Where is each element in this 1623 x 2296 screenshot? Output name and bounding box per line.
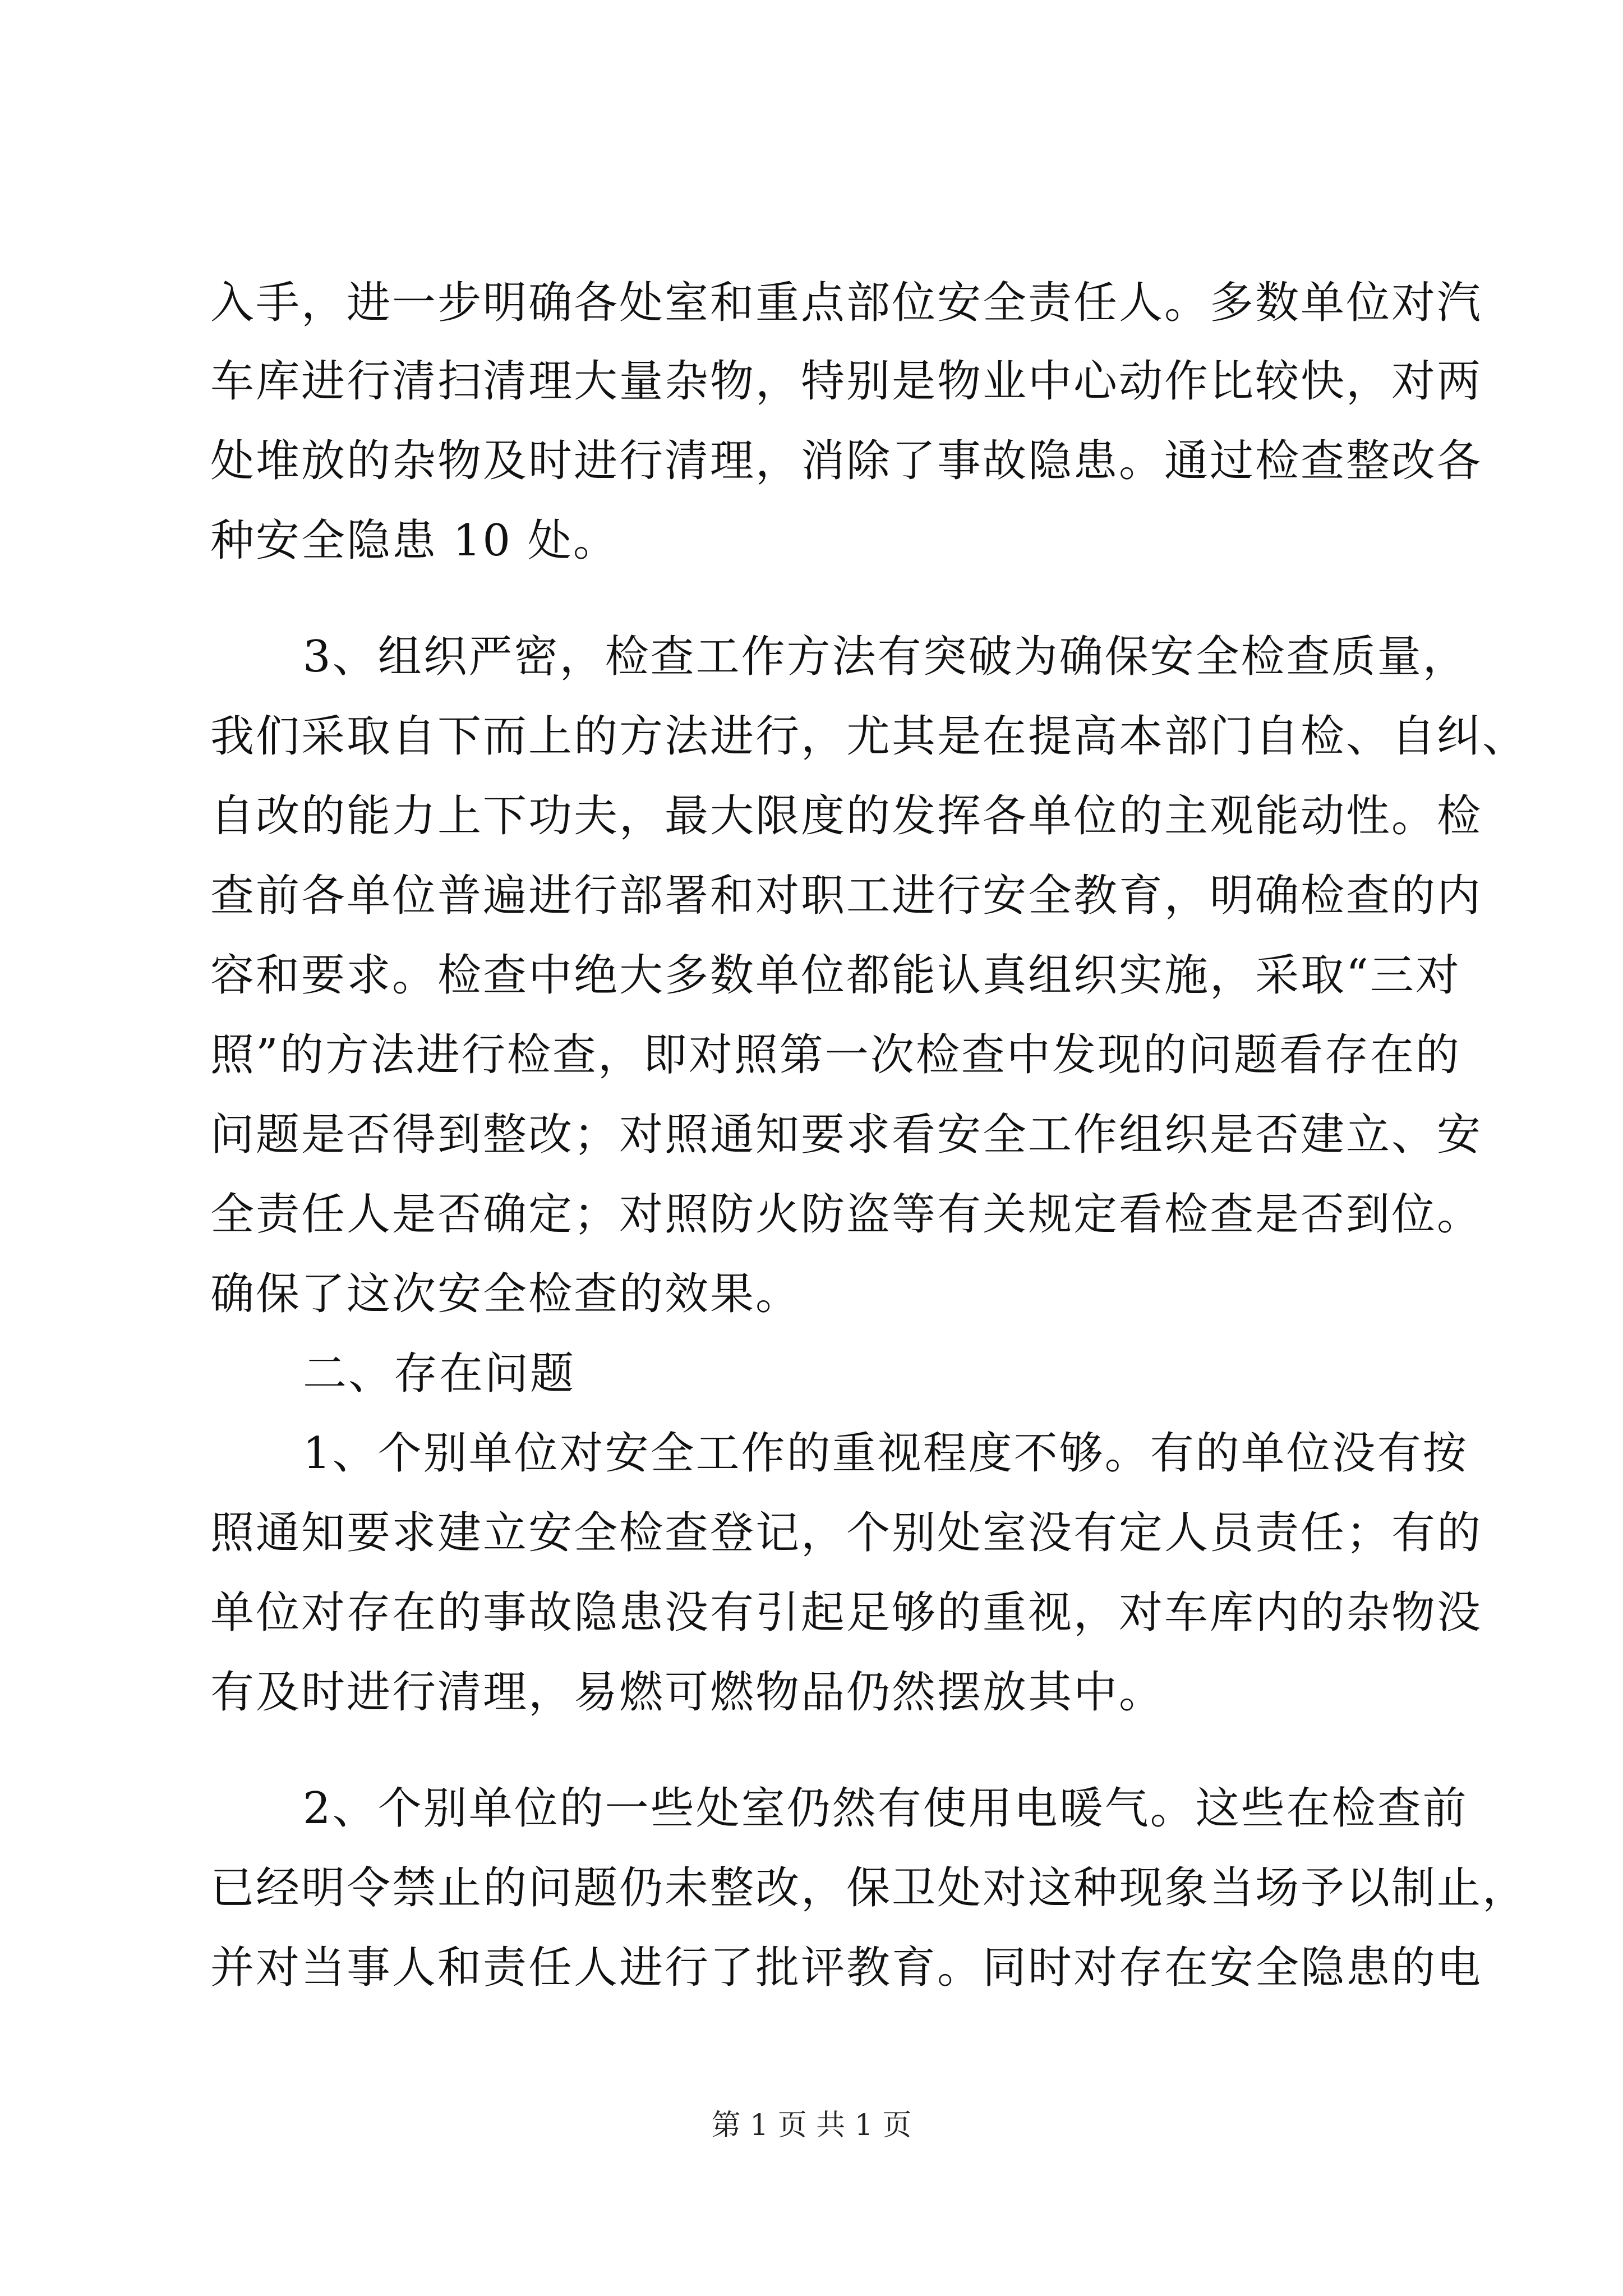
page-number-label: 第 1 页 共 1 页 — [711, 2109, 912, 2142]
page-footer — [0, 2106, 1623, 2145]
document-page: 入手，进一步明确各处室和重点部位安全责任人。多数单位对汽 车库进行清扫清理大量杂物，特别是物业中心动作比较快，对两 处堆放的杂物及时进行清理，消除了事故隐患。通过检查整改各 种安全隐患 10 处。 3、组织严密，检查工作方法有突破为确保安全检查质量， 我们采取自下而上的方法进行，尤其是在提高本部门自检、自纠、 自改的能力上下功夫，最大限度的发挥各单位的主观能动性。检 查前各单位普遍进行部署和对职工进行安全教育，明确检查的内 容和要求。检查中绝大多数单位都能认真组织实施，采取“三对 照”的方法进行检查，即对照第一次检查中发现的问题看存在的 问题是否得到整改；对照通知要求看安全工作组织是否建立、安 全责任人是否确定；对照防火防盗等有关规定看检查是否到位。 确保了这次安全检查的效果。 二、存在问题 1、个别单位对安全工作的重视程度不够。有的单位没有按 照通知要求建立安全检查登记，个别处室没有定人员责任；有的 单位对存在的事故隐患没有引起足够的重视，对车库内的杂物没 有及时进行清理，易燃可燃物品仍然摆放其中。 2、个别单位的一些处室仍然有使用电暖气。这些在检查前 已经明令禁止的问题仍未整改，保卫处对这种现象当场予以制止， 并对当事人和责任人进行了批评教育。同时对存在安全隐患的电 第 1 页 共 1 页 — [0, 0, 1623, 2296]
